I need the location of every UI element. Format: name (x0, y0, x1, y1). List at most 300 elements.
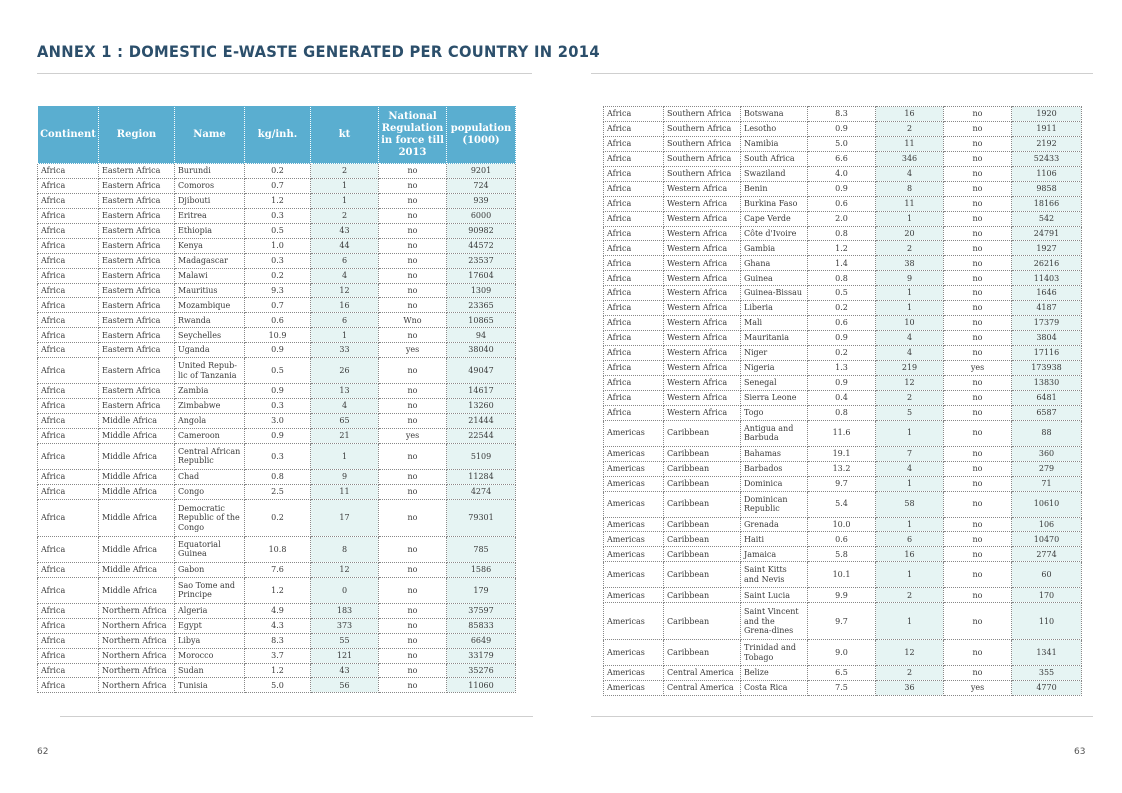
cell-name: Benin (741, 181, 808, 196)
cell-region: Southern Africa (664, 136, 741, 151)
cell-name: Tunisia (175, 678, 245, 693)
cell-continent: Americas (604, 588, 664, 603)
cell-population: 35276 (447, 663, 516, 678)
cell-kg-per-inh: 0.4 (808, 390, 876, 405)
cell-kg-per-inh: 0.7 (245, 298, 311, 313)
cell-kt: 26 (311, 358, 379, 384)
cell-population: 724 (447, 178, 516, 193)
cell-population: 79301 (447, 499, 516, 536)
cell-kt: 7 (876, 446, 944, 461)
cell-continent: Americas (604, 666, 664, 681)
table-row (38, 577, 516, 603)
cell-kt: 8 (311, 536, 379, 562)
cell-continent: Africa (38, 399, 99, 414)
cell-population: 939 (447, 193, 516, 208)
cell-regulation: no (944, 640, 1012, 666)
cell-region: Eastern Africa (99, 384, 175, 399)
cell-regulation: no (944, 588, 1012, 603)
cell-kt: 58 (876, 491, 944, 517)
table-row (604, 390, 1082, 405)
cell-regulation: yes (944, 681, 1012, 696)
cell-region: Middle Africa (99, 414, 175, 429)
cell-regulation: no (379, 469, 447, 484)
cell-kt: 6 (876, 532, 944, 547)
cell-regulation: no (944, 121, 1012, 136)
cell-name: Zambia (175, 384, 245, 399)
cell-continent: Africa (604, 346, 664, 361)
cell-kt: 373 (311, 618, 379, 633)
cell-kt: 4 (876, 346, 944, 361)
cell-continent: Americas (604, 640, 664, 666)
cell-name: Costa Rica (741, 681, 808, 696)
cell-regulation: no (379, 178, 447, 193)
cell-regulation: no (944, 256, 1012, 271)
cell-kg-per-inh: 5.4 (808, 491, 876, 517)
table-row (604, 562, 1082, 588)
cell-regulation: no (379, 358, 447, 384)
cell-region: Eastern Africa (99, 298, 175, 313)
cell-population: 23537 (447, 253, 516, 268)
cell-regulation: no (944, 107, 1012, 122)
cell-regulation: no (944, 316, 1012, 331)
cell-continent: Africa (38, 562, 99, 577)
cell-regulation: no (944, 461, 1012, 476)
cell-region: Western Africa (664, 346, 741, 361)
table-row (38, 238, 516, 253)
cell-population: 4770 (1012, 681, 1082, 696)
cell-kt: 16 (876, 547, 944, 562)
ewaste-table-right (603, 106, 1082, 696)
cell-kg-per-inh: 0.6 (245, 313, 311, 328)
cell-region: Northern Africa (99, 663, 175, 678)
cell-region: Caribbean (664, 446, 741, 461)
cell-kg-per-inh: 0.3 (245, 253, 311, 268)
cell-continent: Africa (38, 663, 99, 678)
cell-kt: 12 (311, 283, 379, 298)
cell-population: 49047 (447, 358, 516, 384)
table-row (604, 547, 1082, 562)
col-header-regulation: National Regulation in force till 2013 (379, 106, 447, 164)
cell-regulation: no (379, 603, 447, 618)
cell-kt: 11 (311, 484, 379, 499)
cell-name: Zimbabwe (175, 399, 245, 414)
page-title: ANNEX 1 : DOMESTIC E-WASTE GENERATED PER COUNTRY IN 2014 (37, 42, 600, 61)
table-row (38, 298, 516, 313)
cell-continent: Americas (604, 461, 664, 476)
cell-kg-per-inh: 10.8 (245, 536, 311, 562)
cell-regulation: no (379, 562, 447, 577)
cell-region: Eastern Africa (99, 399, 175, 414)
table-row (38, 648, 516, 663)
cell-population: 17604 (447, 268, 516, 283)
table-row (604, 666, 1082, 681)
cell-kg-per-inh: 9.7 (808, 476, 876, 491)
cell-name: Côte d'Ivoire (741, 226, 808, 241)
cell-continent: Africa (604, 360, 664, 375)
cell-kg-per-inh: 10.9 (245, 328, 311, 343)
cell-region: Western Africa (664, 286, 741, 301)
cell-name: Morocco (175, 648, 245, 663)
cell-population: 1646 (1012, 286, 1082, 301)
cell-kg-per-inh: 0.8 (808, 271, 876, 286)
cell-kt: 55 (311, 633, 379, 648)
cell-regulation: no (379, 663, 447, 678)
table-row (38, 328, 516, 343)
cell-continent: Africa (604, 271, 664, 286)
cell-name: Guinea-Bissau (741, 286, 808, 301)
page-number-right: 63 (1074, 747, 1086, 757)
cell-population: 37597 (447, 603, 516, 618)
cell-region: Western Africa (664, 390, 741, 405)
cell-name: Lesotho (741, 121, 808, 136)
table-row (38, 618, 516, 633)
cell-population: 355 (1012, 666, 1082, 681)
cell-kg-per-inh: 0.2 (245, 268, 311, 283)
cell-population: 11060 (447, 678, 516, 693)
cell-regulation: no (379, 164, 447, 179)
cell-region: Southern Africa (664, 151, 741, 166)
cell-region: Northern Africa (99, 678, 175, 693)
cell-name: Haiti (741, 532, 808, 547)
cell-kg-per-inh: 9.0 (808, 640, 876, 666)
cell-continent: Africa (38, 164, 99, 179)
cell-kg-per-inh: 0.3 (245, 443, 311, 469)
cell-kt: 6 (311, 253, 379, 268)
cell-population: 17379 (1012, 316, 1082, 331)
cell-name: Egypt (175, 618, 245, 633)
cell-name: Angola (175, 414, 245, 429)
cell-kt: 43 (311, 223, 379, 238)
cell-regulation: Wno (379, 313, 447, 328)
cell-region: Western Africa (664, 405, 741, 420)
cell-regulation: no (944, 547, 1012, 562)
cell-population: 14617 (447, 384, 516, 399)
cell-name: Madagascar (175, 253, 245, 268)
cell-population: 785 (447, 536, 516, 562)
cell-population: 88 (1012, 420, 1082, 446)
table-header-row (38, 106, 516, 164)
cell-population: 18166 (1012, 196, 1082, 211)
cell-continent: Africa (38, 193, 99, 208)
cell-continent: Americas (604, 446, 664, 461)
table-row (38, 223, 516, 238)
cell-kg-per-inh: 0.8 (808, 405, 876, 420)
cell-regulation: no (379, 193, 447, 208)
cell-kt: 2 (876, 121, 944, 136)
table-row (604, 681, 1082, 696)
table-row (604, 603, 1082, 640)
cell-region: Eastern Africa (99, 253, 175, 268)
cell-kt: 1 (876, 301, 944, 316)
col-header-population: population (1000) (447, 106, 516, 164)
cell-kt: 1 (876, 476, 944, 491)
cell-name: Dominican Republic (741, 491, 808, 517)
table-row (38, 536, 516, 562)
cell-population: 60 (1012, 562, 1082, 588)
cell-population: 1911 (1012, 121, 1082, 136)
cell-name: Central African Republic (175, 443, 245, 469)
cell-regulation: no (379, 618, 447, 633)
table-row (38, 603, 516, 618)
cell-population: 11403 (1012, 271, 1082, 286)
cell-continent: Africa (38, 358, 99, 384)
cell-continent: Africa (38, 536, 99, 562)
cell-name: Ethiopia (175, 223, 245, 238)
cell-region: Eastern Africa (99, 268, 175, 283)
cell-kt: 16 (876, 107, 944, 122)
cell-kg-per-inh: 1.4 (808, 256, 876, 271)
cell-kt: 38 (876, 256, 944, 271)
table-row (38, 429, 516, 444)
cell-population: 1106 (1012, 166, 1082, 181)
cell-kg-per-inh: 4.9 (245, 603, 311, 618)
cell-regulation: no (944, 286, 1012, 301)
cell-name: Sao Tome and Principe (175, 577, 245, 603)
cell-population: 38040 (447, 343, 516, 358)
cell-kg-per-inh: 0.9 (808, 331, 876, 346)
table-row (604, 476, 1082, 491)
cell-population: 52433 (1012, 151, 1082, 166)
cell-kt: 1 (311, 443, 379, 469)
cell-region: Caribbean (664, 562, 741, 588)
cell-region: Eastern Africa (99, 358, 175, 384)
table-row (604, 640, 1082, 666)
cell-name: Mozambique (175, 298, 245, 313)
cell-regulation: no (944, 405, 1012, 420)
cell-population: 4187 (1012, 301, 1082, 316)
table-row (604, 286, 1082, 301)
cell-population: 21444 (447, 414, 516, 429)
cell-continent: Africa (38, 238, 99, 253)
cell-kt: 4 (876, 461, 944, 476)
cell-population: 1309 (447, 283, 516, 298)
cell-region: Caribbean (664, 491, 741, 517)
cell-name: Sierra Leone (741, 390, 808, 405)
cell-name: Burundi (175, 164, 245, 179)
table-row (604, 331, 1082, 346)
table-row (604, 181, 1082, 196)
cell-region: Eastern Africa (99, 164, 175, 179)
cell-region: Caribbean (664, 476, 741, 491)
cell-population: 110 (1012, 603, 1082, 640)
cell-kt: 1 (311, 178, 379, 193)
cell-kg-per-inh: 8.3 (808, 107, 876, 122)
cell-kt: 10 (876, 316, 944, 331)
cell-population: 2192 (1012, 136, 1082, 151)
cell-name: Mauritania (741, 331, 808, 346)
cell-kg-per-inh: 7.5 (808, 681, 876, 696)
cell-kt: 219 (876, 360, 944, 375)
cell-kg-per-inh: 1.2 (245, 663, 311, 678)
cell-continent: Africa (38, 298, 99, 313)
cell-continent: Africa (604, 166, 664, 181)
cell-kt: 1 (876, 517, 944, 532)
cell-region: Eastern Africa (99, 208, 175, 223)
cell-regulation: no (379, 238, 447, 253)
cell-region: Caribbean (664, 547, 741, 562)
cell-kg-per-inh: 5.0 (245, 678, 311, 693)
cell-population: 1927 (1012, 241, 1082, 256)
table-row (38, 268, 516, 283)
table-row (604, 271, 1082, 286)
cell-population: 3804 (1012, 331, 1082, 346)
cell-region: Middle Africa (99, 536, 175, 562)
cell-region: Northern Africa (99, 633, 175, 648)
cell-kt: 4 (876, 166, 944, 181)
cell-regulation: no (379, 633, 447, 648)
cell-continent: Africa (604, 375, 664, 390)
cell-continent: Africa (38, 469, 99, 484)
cell-name: Nigeria (741, 360, 808, 375)
cell-kt: 2 (311, 164, 379, 179)
col-header-continent: Continent (38, 106, 99, 164)
table-row (38, 384, 516, 399)
cell-population: 279 (1012, 461, 1082, 476)
table-row (38, 678, 516, 693)
cell-region: Middle Africa (99, 443, 175, 469)
cell-name: Malawi (175, 268, 245, 283)
cell-name: Sudan (175, 663, 245, 678)
footer-rule-left (60, 716, 533, 717)
table-row (38, 253, 516, 268)
cell-continent: Africa (38, 178, 99, 193)
cell-continent: Africa (38, 283, 99, 298)
cell-population: 22544 (447, 429, 516, 444)
cell-kt: 12 (876, 375, 944, 390)
cell-regulation: no (944, 301, 1012, 316)
cell-kt: 8 (876, 181, 944, 196)
cell-continent: Africa (38, 633, 99, 648)
col-header-name: Name (175, 106, 245, 164)
cell-regulation: yes (944, 360, 1012, 375)
cell-regulation: no (379, 298, 447, 313)
cell-name: Cameroon (175, 429, 245, 444)
cell-regulation: no (379, 253, 447, 268)
cell-population: 17116 (1012, 346, 1082, 361)
cell-region: Eastern Africa (99, 343, 175, 358)
table-row (604, 211, 1082, 226)
table-row (38, 358, 516, 384)
cell-continent: Africa (604, 107, 664, 122)
table-row (604, 121, 1082, 136)
table-row (604, 107, 1082, 122)
cell-region: Middle Africa (99, 577, 175, 603)
cell-population: 24791 (1012, 226, 1082, 241)
cell-kg-per-inh: 0.6 (808, 316, 876, 331)
cell-name: Antigua and Barbuda (741, 420, 808, 446)
cell-continent: Americas (604, 476, 664, 491)
cell-continent: Africa (604, 331, 664, 346)
cell-kg-per-inh: 9.9 (808, 588, 876, 603)
cell-population: 33179 (447, 648, 516, 663)
cell-kt: 12 (311, 562, 379, 577)
cell-regulation: no (379, 223, 447, 238)
cell-kt: 12 (876, 640, 944, 666)
cell-region: Western Africa (664, 196, 741, 211)
cell-kt: 1 (311, 193, 379, 208)
cell-regulation: no (944, 420, 1012, 446)
cell-region: Caribbean (664, 420, 741, 446)
cell-region: Western Africa (664, 211, 741, 226)
cell-name: Mali (741, 316, 808, 331)
cell-kt: 2 (876, 390, 944, 405)
cell-regulation: no (944, 331, 1012, 346)
cell-region: Middle Africa (99, 484, 175, 499)
cell-name: Congo (175, 484, 245, 499)
cell-kg-per-inh: 0.9 (245, 384, 311, 399)
cell-name: Ghana (741, 256, 808, 271)
table-row (38, 443, 516, 469)
cell-kg-per-inh: 1.2 (808, 241, 876, 256)
cell-kt: 2 (876, 241, 944, 256)
cell-kt: 2 (876, 588, 944, 603)
cell-kg-per-inh: 0.9 (808, 121, 876, 136)
cell-population: 13260 (447, 399, 516, 414)
cell-kg-per-inh: 0.2 (245, 499, 311, 536)
cell-region: Middle Africa (99, 499, 175, 536)
table-row (604, 375, 1082, 390)
table-row (38, 499, 516, 536)
cell-kg-per-inh: 0.9 (808, 181, 876, 196)
cell-kt: 1 (876, 420, 944, 446)
cell-continent: Americas (604, 562, 664, 588)
cell-continent: Africa (38, 618, 99, 633)
table-row (38, 469, 516, 484)
cell-region: Northern Africa (99, 648, 175, 663)
cell-region: Southern Africa (664, 121, 741, 136)
table-row (604, 256, 1082, 271)
cell-continent: Africa (38, 343, 99, 358)
cell-kg-per-inh: 0.3 (245, 208, 311, 223)
cell-region: Southern Africa (664, 107, 741, 122)
ewaste-table-left (37, 105, 516, 693)
cell-population: 94 (447, 328, 516, 343)
table-row (604, 166, 1082, 181)
cell-population: 360 (1012, 446, 1082, 461)
cell-name: Belize (741, 666, 808, 681)
cell-kg-per-inh: 0.9 (245, 343, 311, 358)
cell-population: 10610 (1012, 491, 1082, 517)
cell-continent: Africa (38, 678, 99, 693)
table-row (38, 208, 516, 223)
cell-continent: Africa (604, 211, 664, 226)
cell-region: Middle Africa (99, 469, 175, 484)
cell-region: Northern Africa (99, 618, 175, 633)
cell-regulation: no (944, 517, 1012, 532)
cell-kg-per-inh: 0.5 (245, 223, 311, 238)
cell-name: Niger (741, 346, 808, 361)
cell-kg-per-inh: 19.1 (808, 446, 876, 461)
table-row (604, 446, 1082, 461)
cell-region: Caribbean (664, 603, 741, 640)
table-row (604, 241, 1082, 256)
table-row (604, 405, 1082, 420)
cell-kg-per-inh: 0.2 (808, 301, 876, 316)
top-rule-right (591, 73, 1093, 74)
cell-continent: Americas (604, 547, 664, 562)
cell-region: Caribbean (664, 640, 741, 666)
cell-kt: 1 (876, 211, 944, 226)
cell-kg-per-inh: 0.9 (245, 429, 311, 444)
cell-regulation: no (944, 211, 1012, 226)
cell-continent: Africa (38, 384, 99, 399)
title-rule (37, 73, 532, 74)
col-header-kt: kt (311, 106, 379, 164)
cell-regulation: no (944, 181, 1012, 196)
cell-kg-per-inh: 5.0 (808, 136, 876, 151)
cell-regulation: no (944, 271, 1012, 286)
cell-region: Western Africa (664, 241, 741, 256)
